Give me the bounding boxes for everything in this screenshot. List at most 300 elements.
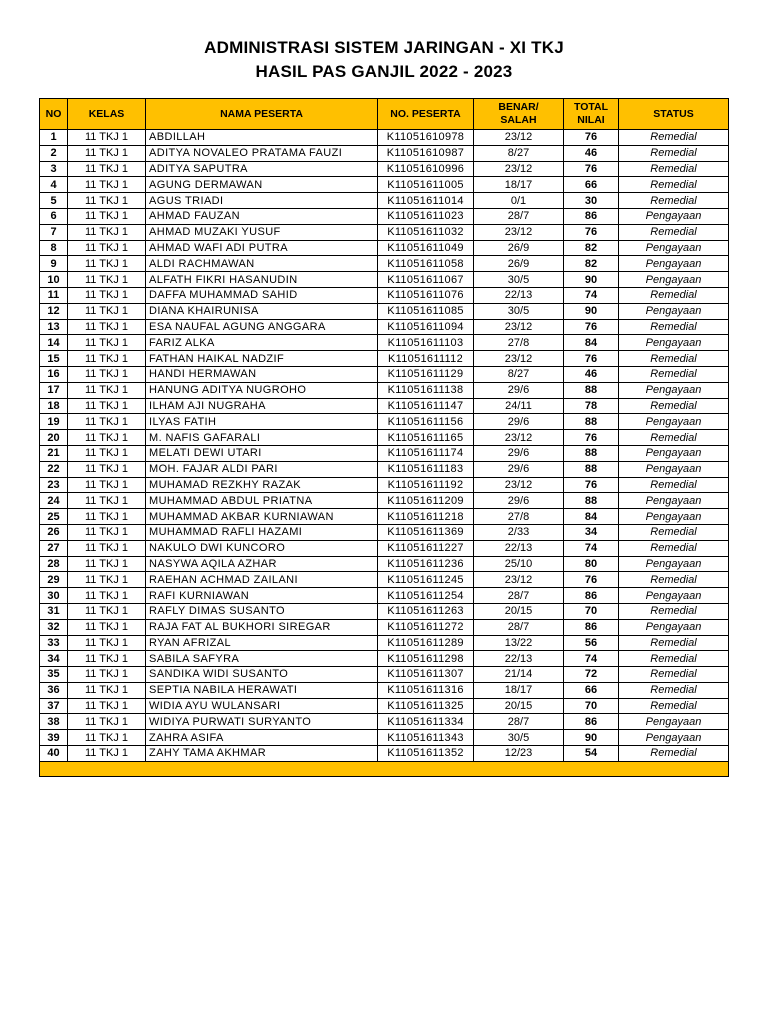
cell-status: Remedial	[619, 161, 729, 177]
table-row	[40, 730, 729, 746]
cell-nama-peserta: MOH. FAJAR ALDI PARI	[146, 461, 378, 477]
cell-nama-peserta: MUHAMMAD AKBAR KURNIAWAN	[146, 509, 378, 525]
cell-no: 38	[40, 714, 68, 730]
cell-no-peserta: K11051611227	[378, 540, 474, 556]
table-row	[40, 746, 729, 762]
cell-total-nilai: 54	[564, 746, 619, 762]
table-row	[40, 509, 729, 525]
cell-no: 33	[40, 635, 68, 651]
cell-benar-salah: 23/12	[474, 351, 564, 367]
cell-nama-peserta: ADITYA NOVALEO PRATAMA FAUZI	[146, 145, 378, 161]
cell-status: Remedial	[619, 603, 729, 619]
table-header-row	[40, 99, 729, 130]
cell-kelas: 11 TKJ 1	[68, 224, 146, 240]
cell-total-nilai: 70	[564, 603, 619, 619]
cell-no-peserta: K11051611218	[378, 509, 474, 525]
cell-no: 3	[40, 161, 68, 177]
cell-total-nilai: 88	[564, 382, 619, 398]
table-row	[40, 572, 729, 588]
cell-no-peserta: K11051611014	[378, 193, 474, 209]
cell-nama-peserta: ILHAM AJI NUGRAHA	[146, 398, 378, 414]
cell-nama-peserta: AGUS TRIADI	[146, 193, 378, 209]
header-total-nilai	[564, 99, 619, 130]
cell-total-nilai: 70	[564, 698, 619, 714]
cell-benar-salah: 18/17	[474, 177, 564, 193]
cell-no-peserta: K11051611076	[378, 287, 474, 303]
cell-no-peserta: K11051611103	[378, 335, 474, 351]
cell-status: Pengayaan	[619, 619, 729, 635]
cell-kelas: 11 TKJ 1	[68, 698, 146, 714]
cell-no: 22	[40, 461, 68, 477]
cell-no-peserta: K11051611058	[378, 256, 474, 272]
cell-benar-salah: 23/12	[474, 161, 564, 177]
title-line-1: ADMINISTRASI SISTEM JARINGAN - XI TKJ	[204, 38, 564, 57]
table-row	[40, 540, 729, 556]
table-row	[40, 161, 729, 177]
cell-total-nilai: 74	[564, 540, 619, 556]
cell-no-peserta: K11051611049	[378, 240, 474, 256]
cell-no: 12	[40, 303, 68, 319]
cell-status: Remedial	[619, 287, 729, 303]
cell-kelas: 11 TKJ 1	[68, 272, 146, 288]
cell-nama-peserta: AHMAD FAUZAN	[146, 208, 378, 224]
cell-no: 19	[40, 414, 68, 430]
cell-nama-peserta: SABILA SAFYRA	[146, 651, 378, 667]
cell-no: 17	[40, 382, 68, 398]
table-row	[40, 193, 729, 209]
cell-status: Remedial	[619, 145, 729, 161]
cell-total-nilai: 90	[564, 730, 619, 746]
cell-no: 5	[40, 193, 68, 209]
cell-no-peserta: K11051611005	[378, 177, 474, 193]
cell-total-nilai: 74	[564, 287, 619, 303]
cell-nama-peserta: ADITYA SAPUTRA	[146, 161, 378, 177]
cell-no: 23	[40, 477, 68, 493]
cell-benar-salah: 23/12	[474, 477, 564, 493]
cell-nama-peserta: MELATI DEWI UTARI	[146, 445, 378, 461]
cell-total-nilai: 76	[564, 130, 619, 146]
cell-benar-salah: 23/12	[474, 130, 564, 146]
cell-nama-peserta: ILYAS FATIH	[146, 414, 378, 430]
cell-total-nilai: 78	[564, 398, 619, 414]
cell-nama-peserta: DAFFA MUHAMMAD SAHID	[146, 287, 378, 303]
cell-kelas: 11 TKJ 1	[68, 208, 146, 224]
cell-status: Remedial	[619, 319, 729, 335]
cell-benar-salah: 22/13	[474, 651, 564, 667]
cell-no-peserta: K11051611245	[378, 572, 474, 588]
cell-total-nilai: 76	[564, 477, 619, 493]
cell-kelas: 11 TKJ 1	[68, 303, 146, 319]
cell-kelas: 11 TKJ 1	[68, 619, 146, 635]
table-row	[40, 682, 729, 698]
cell-total-nilai: 86	[564, 588, 619, 604]
cell-kelas: 11 TKJ 1	[68, 193, 146, 209]
cell-nama-peserta: ZAHY TAMA AKHMAR	[146, 746, 378, 762]
cell-no-peserta: K11051611156	[378, 414, 474, 430]
cell-benar-salah: 8/27	[474, 366, 564, 382]
cell-kelas: 11 TKJ 1	[68, 588, 146, 604]
cell-nama-peserta: MUHAMMAD RAFLI HAZAMI	[146, 524, 378, 540]
cell-kelas: 11 TKJ 1	[68, 651, 146, 667]
cell-total-nilai: 90	[564, 303, 619, 319]
cell-kelas: 11 TKJ 1	[68, 524, 146, 540]
cell-benar-salah: 2/33	[474, 524, 564, 540]
cell-total-nilai: 46	[564, 366, 619, 382]
cell-status: Remedial	[619, 698, 729, 714]
cell-no: 28	[40, 556, 68, 572]
cell-no-peserta: K11051611334	[378, 714, 474, 730]
cell-benar-salah: 28/7	[474, 619, 564, 635]
cell-status: Pengayaan	[619, 208, 729, 224]
cell-status: Remedial	[619, 682, 729, 698]
cell-benar-salah: 28/7	[474, 208, 564, 224]
cell-benar-salah: 8/27	[474, 145, 564, 161]
table-row	[40, 445, 729, 461]
cell-no: 39	[40, 730, 68, 746]
cell-no-peserta: K11051611183	[378, 461, 474, 477]
cell-kelas: 11 TKJ 1	[68, 556, 146, 572]
table-row	[40, 493, 729, 509]
cell-benar-salah: 29/6	[474, 493, 564, 509]
cell-no: 4	[40, 177, 68, 193]
cell-kelas: 11 TKJ 1	[68, 477, 146, 493]
cell-nama-peserta: ZAHRA ASIFA	[146, 730, 378, 746]
cell-benar-salah: 26/9	[474, 256, 564, 272]
cell-total-nilai: 66	[564, 682, 619, 698]
header-nilai-label: NILAI	[577, 114, 605, 126]
table-row	[40, 635, 729, 651]
cell-status: Pengayaan	[619, 714, 729, 730]
table-row	[40, 698, 729, 714]
cell-total-nilai: 80	[564, 556, 619, 572]
cell-total-nilai: 84	[564, 335, 619, 351]
cell-no: 27	[40, 540, 68, 556]
cell-nama-peserta: M. NAFIS GAFARALI	[146, 430, 378, 446]
cell-no: 26	[40, 524, 68, 540]
cell-status: Pengayaan	[619, 509, 729, 525]
cell-benar-salah: 22/13	[474, 540, 564, 556]
cell-benar-salah: 0/1	[474, 193, 564, 209]
header-benar-label: BENAR/	[498, 101, 539, 113]
table-row	[40, 287, 729, 303]
cell-total-nilai: 30	[564, 193, 619, 209]
cell-no-peserta: K11051611298	[378, 651, 474, 667]
table-row	[40, 208, 729, 224]
cell-no: 35	[40, 667, 68, 683]
cell-kelas: 11 TKJ 1	[68, 493, 146, 509]
cell-benar-salah: 13/22	[474, 635, 564, 651]
cell-total-nilai: 34	[564, 524, 619, 540]
cell-nama-peserta: HANUNG ADITYA NUGROHO	[146, 382, 378, 398]
cell-no: 34	[40, 651, 68, 667]
cell-no-peserta: K11051611289	[378, 635, 474, 651]
cell-nama-peserta: MUHAMMAD ABDUL PRIATNA	[146, 493, 378, 509]
cell-kelas: 11 TKJ 1	[68, 746, 146, 762]
cell-kelas: 11 TKJ 1	[68, 319, 146, 335]
cell-nama-peserta: RYAN AFRIZAL	[146, 635, 378, 651]
cell-no: 25	[40, 509, 68, 525]
cell-nama-peserta: HANDI HERMAWAN	[146, 366, 378, 382]
results-table	[39, 98, 729, 777]
table-row	[40, 588, 729, 604]
table-row	[40, 224, 729, 240]
cell-total-nilai: 76	[564, 161, 619, 177]
table-row	[40, 256, 729, 272]
cell-benar-salah: 23/12	[474, 224, 564, 240]
cell-status: Pengayaan	[619, 588, 729, 604]
header-nama-peserta: NAMA PESERTA	[146, 99, 378, 130]
table-body	[40, 130, 729, 762]
cell-no: 10	[40, 272, 68, 288]
cell-no-peserta: K11051611254	[378, 588, 474, 604]
cell-nama-peserta: WIDIYA PURWATI SURYANTO	[146, 714, 378, 730]
table-row	[40, 524, 729, 540]
table-row	[40, 430, 729, 446]
cell-total-nilai: 86	[564, 208, 619, 224]
cell-kelas: 11 TKJ 1	[68, 509, 146, 525]
cell-nama-peserta: MUHAMAD REZKHY RAZAK	[146, 477, 378, 493]
cell-no-peserta: K11051611209	[378, 493, 474, 509]
cell-total-nilai: 76	[564, 319, 619, 335]
cell-no-peserta: K11051610987	[378, 145, 474, 161]
cell-status: Remedial	[619, 398, 729, 414]
cell-kelas: 11 TKJ 1	[68, 335, 146, 351]
table-row	[40, 651, 729, 667]
cell-total-nilai: 88	[564, 461, 619, 477]
cell-status: Remedial	[619, 130, 729, 146]
cell-nama-peserta: RAJA FAT AL BUKHORI SIREGAR	[146, 619, 378, 635]
cell-total-nilai: 46	[564, 145, 619, 161]
cell-no-peserta: K11051611023	[378, 208, 474, 224]
cell-no: 29	[40, 572, 68, 588]
cell-kelas: 11 TKJ 1	[68, 714, 146, 730]
header-total-label: TOTAL	[573, 101, 609, 113]
cell-status: Pengayaan	[619, 461, 729, 477]
cell-status: Pengayaan	[619, 256, 729, 272]
cell-status: Pengayaan	[619, 335, 729, 351]
cell-kelas: 11 TKJ 1	[68, 461, 146, 477]
cell-status: Remedial	[619, 524, 729, 540]
cell-benar-salah: 27/8	[474, 335, 564, 351]
cell-benar-salah: 28/7	[474, 588, 564, 604]
cell-benar-salah: 20/15	[474, 603, 564, 619]
cell-nama-peserta: ESA NAUFAL AGUNG ANGGARA	[146, 319, 378, 335]
cell-kelas: 11 TKJ 1	[68, 730, 146, 746]
cell-no-peserta: K11051611129	[378, 366, 474, 382]
cell-total-nilai: 76	[564, 430, 619, 446]
table-row	[40, 619, 729, 635]
cell-no-peserta: K11051611174	[378, 445, 474, 461]
cell-total-nilai: 90	[564, 272, 619, 288]
cell-no: 30	[40, 588, 68, 604]
cell-kelas: 11 TKJ 1	[68, 130, 146, 146]
cell-status: Pengayaan	[619, 303, 729, 319]
cell-no: 24	[40, 493, 68, 509]
cell-benar-salah: 23/12	[474, 430, 564, 446]
cell-no-peserta: K11051611138	[378, 382, 474, 398]
cell-no-peserta: K11051611094	[378, 319, 474, 335]
table-footer-row	[40, 761, 729, 776]
cell-kelas: 11 TKJ 1	[68, 398, 146, 414]
table-row	[40, 603, 729, 619]
cell-no: 9	[40, 256, 68, 272]
table-row	[40, 303, 729, 319]
cell-status: Remedial	[619, 651, 729, 667]
cell-no: 40	[40, 746, 68, 762]
table-row	[40, 556, 729, 572]
title-line-2: HASIL PAS GANJIL 2022 - 2023	[255, 62, 513, 81]
cell-no-peserta: K11051611263	[378, 603, 474, 619]
cell-no: 37	[40, 698, 68, 714]
cell-status: Remedial	[619, 635, 729, 651]
cell-benar-salah: 12/23	[474, 746, 564, 762]
cell-no: 1	[40, 130, 68, 146]
cell-kelas: 11 TKJ 1	[68, 430, 146, 446]
cell-total-nilai: 84	[564, 509, 619, 525]
cell-kelas: 11 TKJ 1	[68, 240, 146, 256]
table-row	[40, 382, 729, 398]
cell-no-peserta: K11051611192	[378, 477, 474, 493]
cell-no-peserta: K11051611316	[378, 682, 474, 698]
cell-benar-salah: 22/13	[474, 287, 564, 303]
cell-status: Remedial	[619, 224, 729, 240]
cell-status: Remedial	[619, 477, 729, 493]
cell-nama-peserta: ALDI RACHMAWAN	[146, 256, 378, 272]
cell-nama-peserta: AHMAD WAFI ADI PUTRA	[146, 240, 378, 256]
table-row	[40, 398, 729, 414]
header-status: STATUS	[619, 99, 729, 130]
cell-benar-salah: 27/8	[474, 509, 564, 525]
cell-no: 13	[40, 319, 68, 335]
cell-kelas: 11 TKJ 1	[68, 572, 146, 588]
table-row	[40, 319, 729, 335]
table-row	[40, 335, 729, 351]
cell-kelas: 11 TKJ 1	[68, 145, 146, 161]
table-row	[40, 477, 729, 493]
cell-kelas: 11 TKJ 1	[68, 540, 146, 556]
header-kelas: KELAS	[68, 99, 146, 130]
cell-status: Remedial	[619, 540, 729, 556]
cell-total-nilai: 56	[564, 635, 619, 651]
cell-nama-peserta: ALFATH FIKRI HASANUDIN	[146, 272, 378, 288]
cell-benar-salah: 26/9	[474, 240, 564, 256]
cell-nama-peserta: RAFI KURNIAWAN	[146, 588, 378, 604]
cell-no-peserta: K11051611147	[378, 398, 474, 414]
cell-benar-salah: 29/6	[474, 445, 564, 461]
cell-total-nilai: 82	[564, 240, 619, 256]
cell-no: 21	[40, 445, 68, 461]
cell-benar-salah: 21/14	[474, 667, 564, 683]
cell-no-peserta: K11051611325	[378, 698, 474, 714]
cell-no: 20	[40, 430, 68, 446]
header-no-peserta: NO. PESERTA	[378, 99, 474, 130]
cell-kelas: 11 TKJ 1	[68, 161, 146, 177]
cell-benar-salah: 30/5	[474, 272, 564, 288]
cell-status: Pengayaan	[619, 272, 729, 288]
cell-no-peserta: K11051611307	[378, 667, 474, 683]
cell-no: 15	[40, 351, 68, 367]
table-row	[40, 714, 729, 730]
cell-benar-salah: 20/15	[474, 698, 564, 714]
table-row	[40, 145, 729, 161]
cell-nama-peserta: RAFLY DIMAS SUSANTO	[146, 603, 378, 619]
table-row	[40, 351, 729, 367]
header-benar-salah	[474, 99, 564, 130]
cell-total-nilai: 88	[564, 445, 619, 461]
cell-no-peserta: K11051611236	[378, 556, 474, 572]
cell-kelas: 11 TKJ 1	[68, 256, 146, 272]
cell-total-nilai: 72	[564, 667, 619, 683]
cell-status: Pengayaan	[619, 382, 729, 398]
cell-status: Pengayaan	[619, 556, 729, 572]
cell-status: Remedial	[619, 746, 729, 762]
cell-nama-peserta: SANDIKA WIDI SUSANTO	[146, 667, 378, 683]
table-row	[40, 177, 729, 193]
cell-no-peserta: K11051611032	[378, 224, 474, 240]
cell-benar-salah: 24/11	[474, 398, 564, 414]
table-row	[40, 461, 729, 477]
cell-benar-salah: 29/6	[474, 461, 564, 477]
cell-nama-peserta: NAKULO DWI KUNCORO	[146, 540, 378, 556]
cell-status: Pengayaan	[619, 414, 729, 430]
cell-status: Remedial	[619, 366, 729, 382]
cell-total-nilai: 88	[564, 414, 619, 430]
cell-nama-peserta: SEPTIA NABILA HERAWATI	[146, 682, 378, 698]
cell-status: Pengayaan	[619, 493, 729, 509]
table-row	[40, 414, 729, 430]
cell-status: Remedial	[619, 430, 729, 446]
cell-no-peserta: K11051611085	[378, 303, 474, 319]
cell-status: Remedial	[619, 177, 729, 193]
cell-total-nilai: 76	[564, 224, 619, 240]
cell-no: 7	[40, 224, 68, 240]
cell-total-nilai: 76	[564, 572, 619, 588]
cell-status: Pengayaan	[619, 730, 729, 746]
cell-no: 18	[40, 398, 68, 414]
cell-kelas: 11 TKJ 1	[68, 445, 146, 461]
cell-benar-salah: 23/12	[474, 319, 564, 335]
cell-no: 11	[40, 287, 68, 303]
cell-status: Remedial	[619, 667, 729, 683]
cell-total-nilai: 74	[564, 651, 619, 667]
cell-kelas: 11 TKJ 1	[68, 682, 146, 698]
cell-nama-peserta: FATHAN HAIKAL NADZIF	[146, 351, 378, 367]
cell-no-peserta: K11051611112	[378, 351, 474, 367]
cell-nama-peserta: FARIZ ALKA	[146, 335, 378, 351]
cell-no: 6	[40, 208, 68, 224]
cell-total-nilai: 86	[564, 714, 619, 730]
cell-benar-salah: 30/5	[474, 730, 564, 746]
cell-no: 14	[40, 335, 68, 351]
cell-kelas: 11 TKJ 1	[68, 414, 146, 430]
cell-no-peserta: K11051610996	[378, 161, 474, 177]
cell-nama-peserta: WIDIA AYU WULANSARI	[146, 698, 378, 714]
cell-benar-salah: 25/10	[474, 556, 564, 572]
cell-kelas: 11 TKJ 1	[68, 382, 146, 398]
cell-status: Remedial	[619, 193, 729, 209]
cell-no: 8	[40, 240, 68, 256]
cell-kelas: 11 TKJ 1	[68, 366, 146, 382]
cell-kelas: 11 TKJ 1	[68, 351, 146, 367]
table-row	[40, 667, 729, 683]
cell-benar-salah: 29/6	[474, 414, 564, 430]
document-title	[0, 36, 768, 84]
cell-benar-salah: 18/17	[474, 682, 564, 698]
cell-total-nilai: 86	[564, 619, 619, 635]
table-footer-bar	[40, 761, 729, 776]
cell-no-peserta: K11051611165	[378, 430, 474, 446]
cell-no: 2	[40, 145, 68, 161]
